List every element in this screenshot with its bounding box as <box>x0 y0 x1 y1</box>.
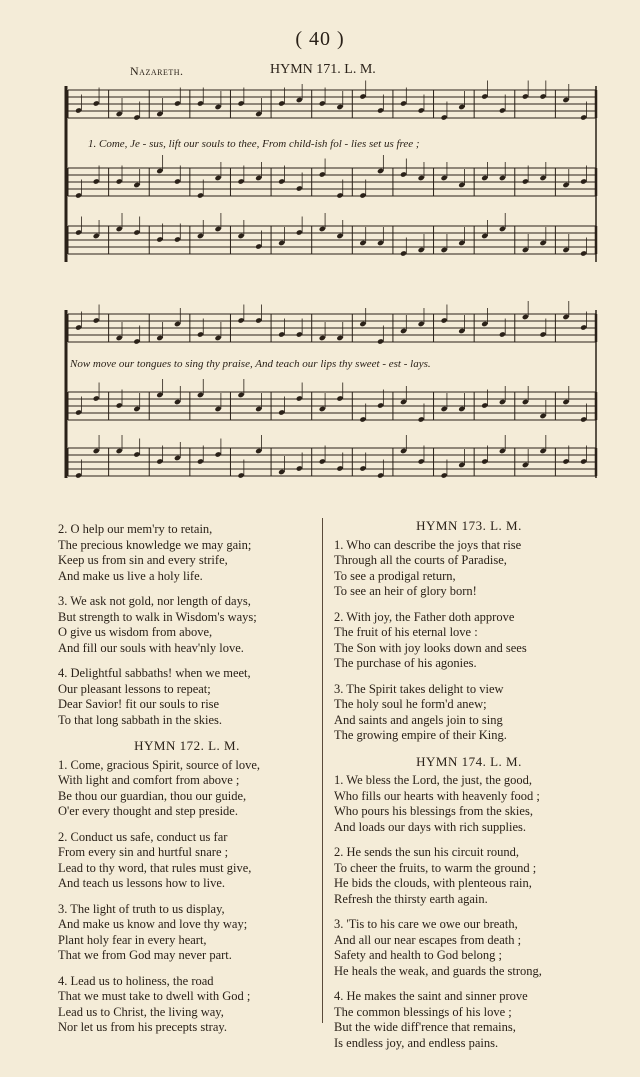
tune-title: HYMN 171. L. M. <box>270 62 376 77</box>
verse-line: Lead us to Christ, the living way, <box>58 1004 224 1019</box>
verse-line: O'er every thought and step preside. <box>58 804 238 818</box>
verse-line: Dear Savior! fit our souls to rise <box>58 697 220 711</box>
verse-line: 3. We ask not gold, nor length of days, <box>58 594 251 608</box>
verse-line: Lead to thy word, that rules must give, <box>58 860 252 875</box>
verse-line: 3. The Spirit takes delight to view <box>334 681 504 696</box>
stanza <box>58 902 316 964</box>
verse-line: The common blessings of his love ; <box>334 1004 512 1019</box>
verse-line: Our pleasant lessons to repeat; <box>58 681 211 696</box>
verse-line: 2. With joy, the Father doth approve <box>334 609 515 624</box>
verse-line: The growing empire of their King. <box>334 728 507 742</box>
hymn-heading: HYMN 173. L. M. <box>416 518 522 533</box>
verse-line: Who pours his blessings from the skies, <box>334 804 533 818</box>
stanza <box>58 830 316 892</box>
stanza <box>58 758 316 820</box>
verse-line: And saints and angels join to sing <box>334 712 503 727</box>
verse-line: Be thou our guardian, thou our guide, <box>58 788 247 803</box>
stanza <box>334 917 604 979</box>
stanza <box>334 610 604 672</box>
verse-line: Through all the courts of Paradise, <box>334 553 507 567</box>
verse-line: From every sin and hurtful snare ; <box>58 845 229 859</box>
verse-line: 1. We bless the Lord, the just, the good, <box>334 773 533 787</box>
verse-line: To that long sabbath in the skies. <box>58 712 223 727</box>
verse-line: 2. He sends the sun his circuit round, <box>334 845 520 859</box>
verse-line: Who fills our hearts with heavenly food ; <box>334 788 540 803</box>
verse-line: Plant holy fear in every heart, <box>58 932 207 947</box>
stanza <box>58 666 316 728</box>
hymn-heading: HYMN 174. L. M. <box>416 753 522 769</box>
stanza <box>58 974 316 1036</box>
right-text-column <box>334 518 604 1061</box>
verse-line: The purchase of his agonies. <box>334 656 477 670</box>
verse-line: Refresh the thirsty earth again. <box>334 891 488 906</box>
verse-line: To see a prodigal return, <box>334 568 456 583</box>
verse-line: Safety and health to God belong ; <box>334 948 503 962</box>
hymn-heading: HYMN 172. L. M. <box>134 738 240 753</box>
stanza <box>334 538 604 600</box>
stanza <box>334 989 604 1051</box>
verse-line: And make us live a holy life. <box>58 568 203 583</box>
verse-line: Nor let us from his precepts stray. <box>58 1020 227 1034</box>
stanza <box>58 594 316 656</box>
stanza <box>334 845 604 907</box>
verse-line: But strength to walk in Wisdom's ways; <box>58 609 257 624</box>
column-divider <box>322 518 323 1023</box>
verse-line: The Son with joy looks down and sees <box>334 640 527 655</box>
verse-line: He bids the clouds, with plenteous rain, <box>334 876 532 890</box>
lyric-line-2: Now move our tongues to sing thy praise, And teach our lips thy sweet - est - lays. <box>70 358 431 370</box>
verse-line: That we from God may never part. <box>58 948 232 962</box>
verse-line: 1. Who can describe the joys that rise <box>334 537 522 552</box>
verse-line: 2. Conduct us safe, conduct us far <box>58 829 228 844</box>
verse-line: The holy soul he form'd anew; <box>334 697 487 711</box>
verse-line: To cheer the fruits, to warm the ground ; <box>334 860 537 875</box>
verse-line: He heals the weak, and guards the strong, <box>334 963 542 978</box>
tune-name: Nazareth. <box>130 64 184 78</box>
verse-line: And all our near escapes from death ; <box>334 932 522 947</box>
verse-line: And loads our days with rich supplies. <box>334 819 526 834</box>
verse-line: 4. Delightful sabbaths! when we meet, <box>58 666 251 680</box>
stanza <box>58 522 316 584</box>
verse-line: And fill our souls with heav'nly love. <box>58 640 244 655</box>
verse-line: To see an heir of glory born! <box>334 584 477 598</box>
verse-line: Is endless joy, and endless pains. <box>334 1035 499 1050</box>
verse-line: 1. Come, gracious Spirit, source of love, <box>58 757 261 772</box>
left-text-column <box>58 522 316 1046</box>
verse-line: 4. He makes the saint and sinner prove <box>334 989 528 1003</box>
verse-line: O give us wisdom from above, <box>58 625 213 639</box>
verse-line: That we must take to dwell with God ; <box>58 989 251 1003</box>
lyric-line-1: 1. Come, Je - sus, lift our souls to thee, From child-ish fol - lies set us free ; <box>88 138 420 150</box>
stanza <box>334 682 604 744</box>
verse-line: 4. Lead us to holiness, the road <box>58 973 214 988</box>
verse-line: 3. 'Tis to his care we owe our breath, <box>334 917 518 931</box>
verse-line: The precious knowledge we may gain; <box>58 537 252 552</box>
verse-line: 2. O help our mem'ry to retain, <box>58 522 213 536</box>
verse-line: With light and comfort from above ; <box>58 773 240 787</box>
verse-line: And teach us lessons how to live. <box>58 876 225 890</box>
verse-line: And make us know and love thy way; <box>58 917 248 931</box>
stanza <box>334 773 604 835</box>
page-number: ( 40 ) <box>295 28 345 50</box>
verse-line: 3. The light of truth to us display, <box>58 901 225 916</box>
verse-line: But the wide diff'rence that remains, <box>334 1020 516 1034</box>
verse-line: The fruit of his eternal love : <box>334 625 478 639</box>
verse-line: Keep us from sin and every strife, <box>58 553 228 567</box>
